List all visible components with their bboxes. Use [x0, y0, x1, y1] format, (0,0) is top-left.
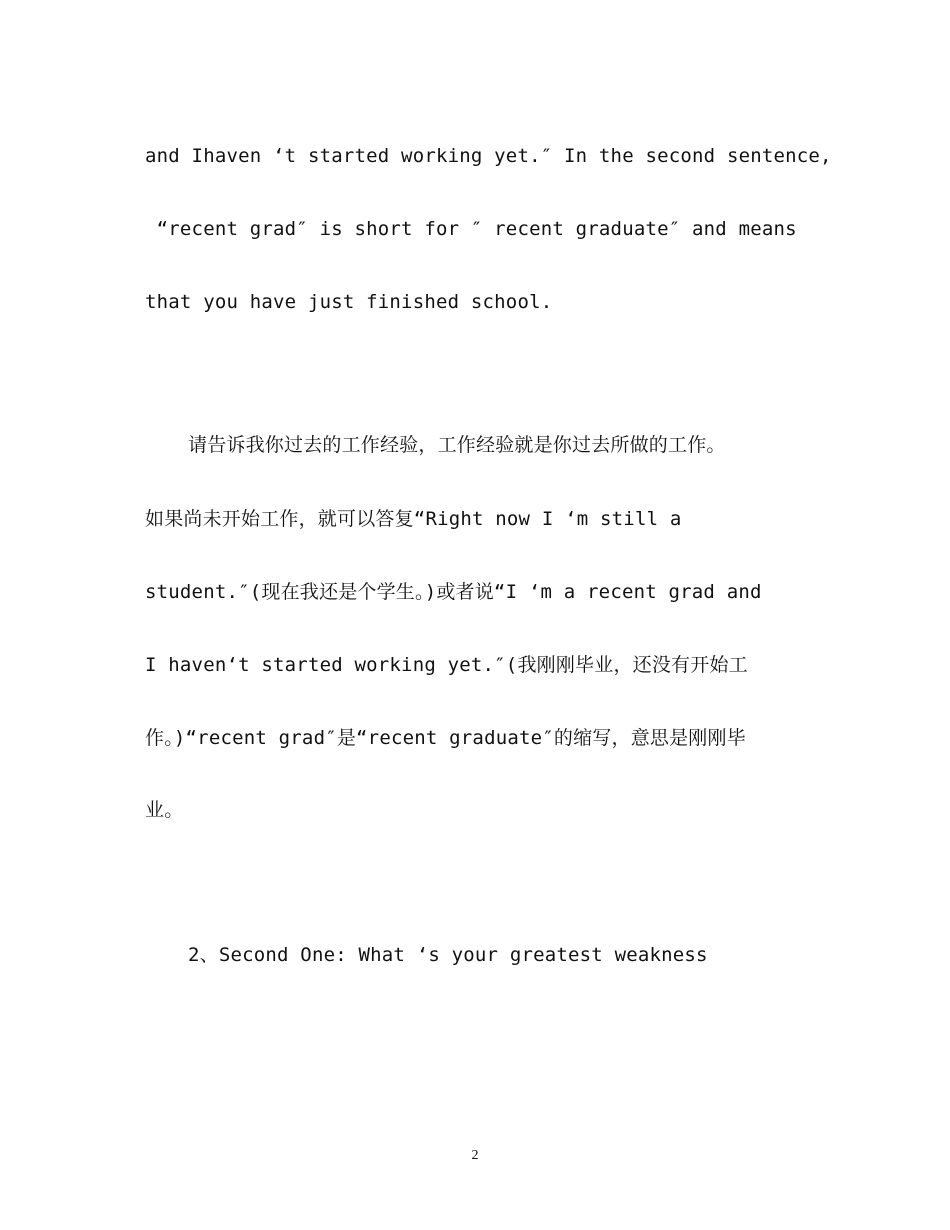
paragraph2-line-2: 如果尚未开始工作，就可以答复“Right now I ‘m still a	[145, 508, 682, 530]
page-number: 2	[471, 1148, 479, 1163]
paragraph1-line-3: that you have just finished school.	[145, 291, 553, 313]
paragraph2-line-6: 业。	[145, 799, 184, 821]
section-heading: 2、Second One: What ‘s your greatest weakness	[188, 944, 708, 966]
paragraph2-line-5: 作。)“recent grad″是“recent graduate″的缩写，意思是刚刚毕	[145, 727, 746, 749]
paragraph2-line-4: I haven‘t started working yet.″(我刚刚毕业，还没有开始工	[145, 654, 748, 676]
paragraph1-line-2: “recent grad″ is short for ″ recent graduate″ and means	[145, 218, 797, 240]
paragraph2-line-1: 请告诉我你过去的工作经验，工作经验就是你过去所做的工作。	[188, 434, 726, 456]
paragraph2-line-3: student.″(现在我还是个学生。)或者说“I ‘m a recent grad and	[145, 581, 762, 603]
paragraph1-line-1: and Ihaven ‘t started working yet.″ In the second sentence,	[145, 145, 832, 167]
